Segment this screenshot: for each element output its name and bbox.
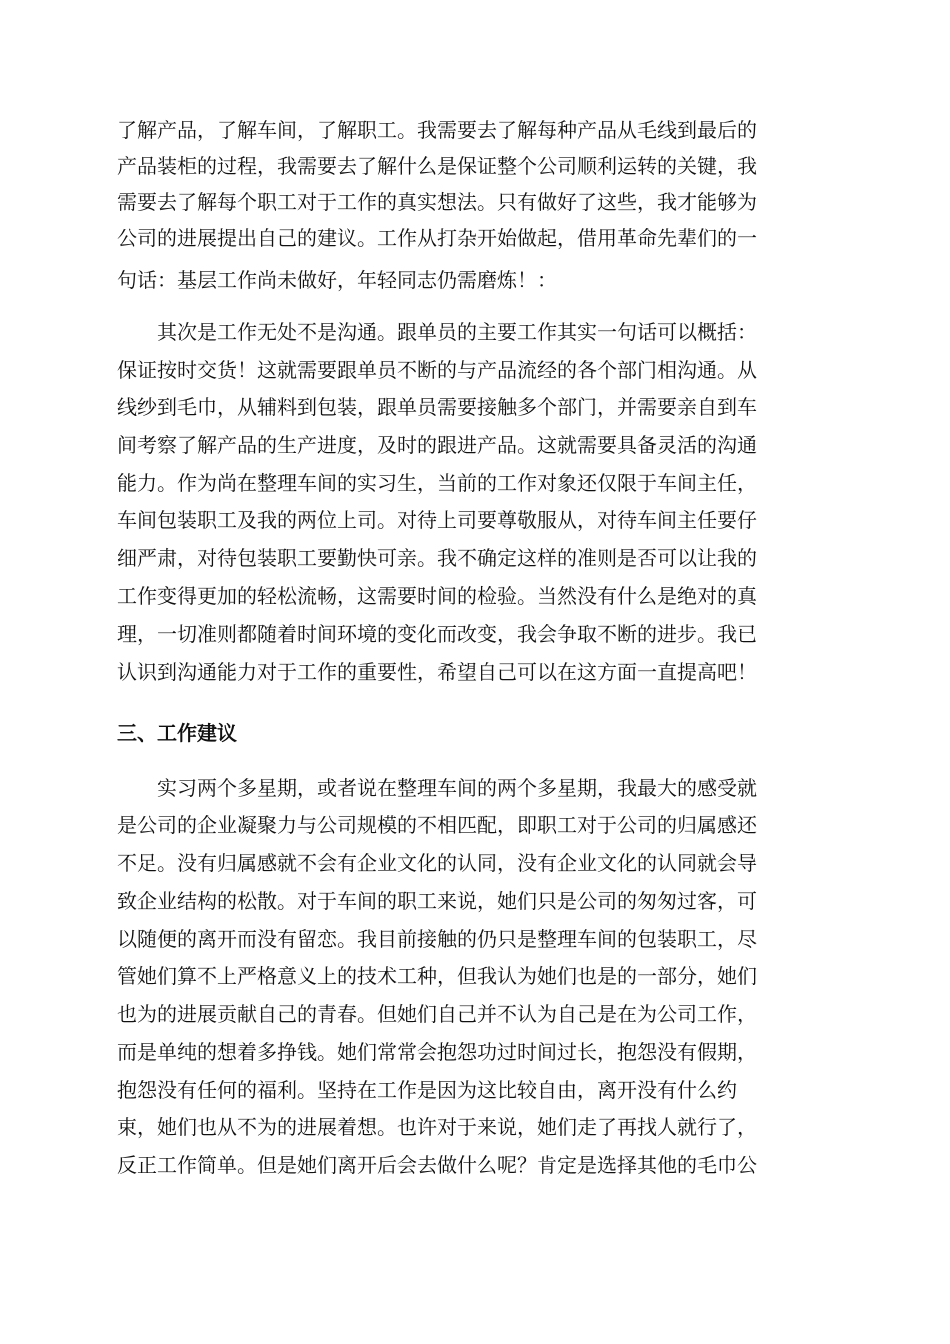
paragraph-3-line-5: 以随便的离开而没有留恋。我目前接触的仍只是整理车间的包装职工，尽 [117,927,757,951]
paragraph-1-line-5: 句话：基层工作尚未做好，年轻同志仍需磨炼！： [117,268,557,292]
paragraph-2-line-6: 车间包装职工及我的两位上司。对待上司要尊敬服从，对待车间主任要仔 [117,508,757,532]
paragraph-2-line-2: 保证按时交货！这就需要跟单员不断的与产品流经的各个部门相沟通。从 [117,358,757,382]
paragraph-1-line-3: 需要去了解每个职工对于工作的真实想法。只有做好了这些，我才能够为 [117,190,757,214]
section-heading: 三、工作建议 [117,721,237,745]
paragraph-3-line-6: 管她们算不上严格意义上的技术工种，但我认为她们也是的一部分，她们 [117,964,757,988]
paragraph-1-line-1: 了解产品，了解车间，了解职工。我需要去了解每种产品从毛线到最后的 [117,118,757,142]
paragraph-1-line-4: 公司的进展提出自己的建议。工作从打杂开始做起，借用革命先辈们的一 [117,226,757,250]
paragraph-3-line-1: 实习两个多星期，或者说在整理车间的两个多星期，我最大的感受就 [157,776,757,800]
paragraph-3-line-7: 也为的进展贡献自己的青春。但她们自己并不认为自己是在为公司工作， [117,1002,757,1026]
paragraph-2-line-5: 能力。作为尚在整理车间的实习生，当前的工作对象还仅限于车间主任， [117,471,757,495]
paragraph-3-line-9: 抱怨没有任何的福利。坚持在工作是因为这比较自由，离开没有什么约 [117,1078,737,1102]
paragraph-2-line-7: 细严肃，对待包装职工要勤快可亲。我不确定这样的准则是否可以让我的 [117,546,757,570]
paragraph-2-line-1: 其次是工作无处不是沟通。跟单员的主要工作其实一句话可以概括： [157,320,757,344]
paragraph-3-line-4: 致企业结构的松散。对于车间的职工来说，她们只是公司的匆匆过客，可 [117,889,757,913]
paragraph-2-line-8: 工作变得更加的轻松流畅，这需要时间的检验。当然没有什么是绝对的真 [117,584,757,608]
paragraph-3-line-3: 不足。没有归属感就不会有企业文化的认同，没有企业文化的认同就会导 [117,851,757,875]
paragraph-3-line-2: 是公司的企业凝聚力与公司规模的不相匹配，即职工对于公司的归属感还 [117,813,757,837]
paragraph-1-line-2: 产品装柜的过程，我需要去了解什么是保证整个公司顺利运转的关键，我 [117,154,757,178]
paragraph-2-line-10: 认识到沟通能力对于工作的重要性，希望自己可以在这方面一直提高吧！ [117,660,757,684]
paragraph-3-line-10: 束，她们也从不为的进展着想。也许对于来说，她们走了再找人就行了， [117,1115,757,1139]
paragraph-2-line-9: 理，一切准则都随着时间环境的变化而改变，我会争取不断的进步。我已 [117,622,757,646]
paragraph-3-line-8: 而是单纯的想着多挣钱。她们常常会抱怨功过时间过长，抱怨没有假期， [117,1040,757,1064]
paragraph-2-line-4: 间考察了解产品的生产进度，及时的跟进产品。这就需要具备灵活的沟通 [117,433,757,457]
paragraph-3-line-11: 反正工作简单。但是她们离开后会去做什么呢？肯定是选择其他的毛巾公 [117,1153,757,1177]
paragraph-2-line-3: 线纱到毛巾，从辅料到包装，跟单员需要接触多个部门，并需要亲自到车 [117,395,757,419]
